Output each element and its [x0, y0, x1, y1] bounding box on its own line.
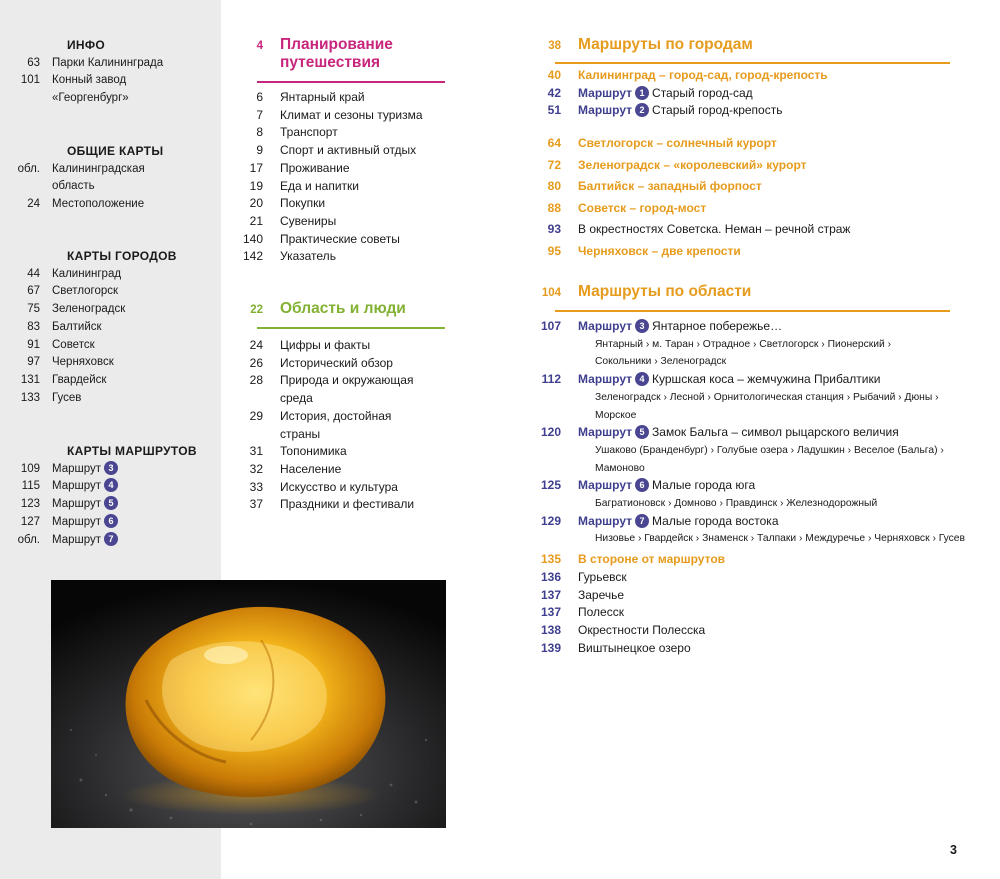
city-routes-list-cities [538, 133, 968, 262]
route-badge-icon: 5 [635, 425, 649, 439]
route-badge-icon: 6 [635, 478, 649, 492]
route-stops: Сокольники › Зеленоградск [595, 356, 727, 368]
info-section [0, 37, 221, 108]
toc-item[interactable]: 137 Заречье [540, 587, 625, 602]
general-maps-section [0, 143, 221, 214]
toc-item[interactable]: 8 Транспорт [256, 125, 338, 140]
route-badge-icon: 6 [104, 514, 118, 528]
planning-title-line2: путешествия [280, 54, 381, 71]
route-badge-icon: 4 [635, 372, 649, 386]
info-item[interactable]: 101 Конный завод [20, 74, 127, 87]
route-stops: Мамоново [595, 462, 645, 474]
route-stops: Низовье › Гвардейск › Знаменск › Талпаки › Междуречье › Черняховск › Гусев [595, 533, 966, 545]
page-number: 3 [950, 843, 957, 857]
city-maps-section [0, 248, 221, 407]
toc-item: среда [280, 391, 313, 406]
toc-city-item[interactable]: 95 Черняховск – две крепости [547, 243, 741, 258]
route-maps-section [0, 443, 221, 549]
toc-item[interactable]: 139 Виштынецкое озеро [540, 640, 691, 655]
city-map-item[interactable]: 97 Черняховск [27, 356, 114, 369]
info-item[interactable]: 63 Парки Калининграда [27, 56, 164, 69]
city-routes-list-top [538, 67, 968, 120]
city-map-item[interactable]: 133 Гусев [20, 391, 82, 404]
route-map-item[interactable]: 123 Маршрут 5 [0, 496, 221, 514]
toc-item[interactable]: 31 Топонимика [249, 444, 347, 459]
toc-item[interactable]: 19 Еда и напитки [249, 178, 360, 193]
toc-route-item[interactable]: 51 Маршрут 2 Старый город-крепость [547, 103, 783, 118]
toc-route-item[interactable]: 112 Маршрут 4 Куршская коса – жемчужина Прибалтики [541, 372, 881, 387]
general-map-item[interactable]: 24 Местоположение [27, 198, 145, 211]
toc-city-item[interactable]: 88 Советск – город-мост [547, 200, 707, 215]
route-badge-icon: 5 [104, 496, 118, 510]
toc-item: страны [280, 426, 321, 441]
route-badge-icon: 4 [104, 478, 118, 492]
toc-route-item[interactable]: 120 Маршрут 5 Замок Бальга – символ рыцарского величия [540, 425, 899, 440]
toc-item[interactable]: 32 Население [249, 461, 342, 476]
region-rule [257, 327, 445, 329]
toc-item[interactable]: 26 Исторический обзор [249, 355, 393, 370]
planning-heading [240, 36, 393, 72]
toc-item[interactable]: 140 Практические советы [242, 231, 400, 246]
route-maps-title: КАРТЫ МАРШРУТОВ [67, 444, 197, 458]
region-routes-list [538, 318, 978, 657]
route-stops: Ушаково (Бранденбург) › Голубые озера › Ладушкин › Веселое (Бальга) › [595, 444, 944, 456]
toc-item[interactable]: 21 Сувениры [249, 213, 337, 228]
general-map-item[interactable]: область [52, 180, 95, 193]
region-routes-rule [555, 310, 950, 312]
toc-item[interactable]: 37 Праздники и фестивали [249, 497, 415, 512]
toc-item[interactable]: 7 Климат и сезоны туризма [256, 107, 423, 122]
general-maps-title: ОБЩИЕ КАРТЫ [67, 144, 164, 158]
toc-city-item[interactable]: 40 Калининград – город-сад, город-крепость [547, 68, 828, 82]
toc-route-item[interactable]: 42 Маршрут 1 Старый город-сад [547, 85, 753, 100]
toc-city-item[interactable]: 64 Светлогорск – солнечный курорт [547, 136, 777, 150]
city-routes-heading [538, 36, 753, 56]
route-badge-icon: 1 [635, 86, 649, 100]
route-badge-icon: 2 [635, 103, 649, 117]
region-page-num: 22 [250, 304, 263, 316]
route-map-item[interactable]: 109 Маршрут 3 [0, 461, 221, 479]
toc-city-item[interactable]: 72 Зеленоградск – «королевский» курорт [547, 157, 807, 172]
city-map-item[interactable]: 83 Балтийск [27, 320, 102, 333]
region-heading [240, 300, 406, 320]
planning-title-line1: Планирование [280, 36, 393, 53]
route-stops: Зеленоградск › Лесной › Орнитологическая станция › Рыбачий › Дюны › [595, 391, 939, 403]
amber-photo [51, 580, 446, 828]
toc-route-item[interactable]: 129 Маршрут 7 Малые города востока [540, 513, 779, 528]
city-map-item[interactable]: 75 Зеленоградск [27, 303, 126, 316]
toc-item[interactable]: 137 Полесск [540, 605, 624, 620]
info-item[interactable]: «Георгенбург» [52, 92, 129, 105]
route-map-item[interactable]: обл. Маршрут 7 [0, 532, 221, 550]
route-map-item[interactable]: 115 Маршрут 4 [0, 478, 221, 496]
toc-item[interactable]: 142 Указатель [242, 249, 336, 264]
planning-rule [257, 81, 445, 83]
toc-item[interactable]: 20 Покупки [249, 196, 326, 211]
toc-item[interactable]: 29 История, достойная [249, 408, 392, 423]
route-badge-icon: 3 [635, 319, 649, 333]
planning-page-num: 4 [256, 40, 263, 52]
region-routes-page-num: 104 [541, 287, 561, 299]
amber-image [51, 580, 446, 828]
toc-item[interactable]: 136 Гурьевск [540, 569, 627, 584]
route-badge-icon: 3 [104, 461, 118, 475]
region-title: Область и люди [280, 300, 406, 317]
city-routes-page-num: 38 [548, 40, 561, 52]
general-map-item[interactable]: обл. Калининградская [17, 162, 145, 175]
toc-route-item[interactable]: 107 Маршрут 3 Янтарное побережье… [540, 319, 783, 333]
city-map-item[interactable]: 91 Советск [27, 338, 95, 351]
toc-item[interactable]: 17 Проживание [249, 160, 350, 175]
region-list [240, 337, 455, 514]
planning-list [240, 89, 455, 266]
toc-route-item[interactable]: 125 Маршрут 6 Малые города юга [540, 478, 756, 493]
toc-item[interactable]: 28 Природа и окружающая [249, 373, 414, 388]
route-stops: Морское [595, 409, 637, 421]
toc-item[interactable]: 33 Искусство и культура [249, 479, 398, 494]
toc-item[interactable]: 93 В окрестностях Советска. Неман – речной страж [547, 222, 851, 236]
city-map-item[interactable]: 131 Гвардейск [20, 373, 107, 386]
toc-item[interactable]: 138 Окрестности Полесска [540, 622, 706, 637]
toc-item[interactable]: 9 Спорт и активный отдых [256, 143, 417, 158]
toc-item[interactable]: 6 Янтарный край [256, 90, 365, 104]
city-map-item[interactable]: 67 Светлогорск [27, 285, 119, 298]
toc-city-item[interactable]: 80 Балтийск – западный форпост [547, 179, 762, 193]
info-title: ИНФО [67, 38, 106, 52]
region-routes-heading [538, 283, 751, 303]
toc-city-item[interactable]: 135 В стороне от маршрутов [540, 552, 726, 567]
route-badge-icon: 7 [104, 532, 118, 546]
route-stops: Багратионовск › Домново › Правдинск › Железнодорожный [595, 498, 878, 510]
route-map-item[interactable]: 127 Маршрут 6 [0, 514, 221, 532]
route-stops: Янтарный › м. Таран › Отрадное › Светлогорск › Пионерский › [595, 338, 892, 350]
city-routes-rule [555, 62, 950, 64]
region-routes-title: Маршруты по области [578, 283, 752, 300]
city-map-item[interactable]: 44 Калининград [27, 267, 122, 280]
route-badge-icon: 7 [635, 514, 649, 528]
city-routes-title: Маршруты по городам [578, 36, 753, 53]
city-maps-title: КАРТЫ ГОРОДОВ [67, 249, 177, 263]
toc-item[interactable]: 24 Цифры и факты [249, 338, 371, 352]
